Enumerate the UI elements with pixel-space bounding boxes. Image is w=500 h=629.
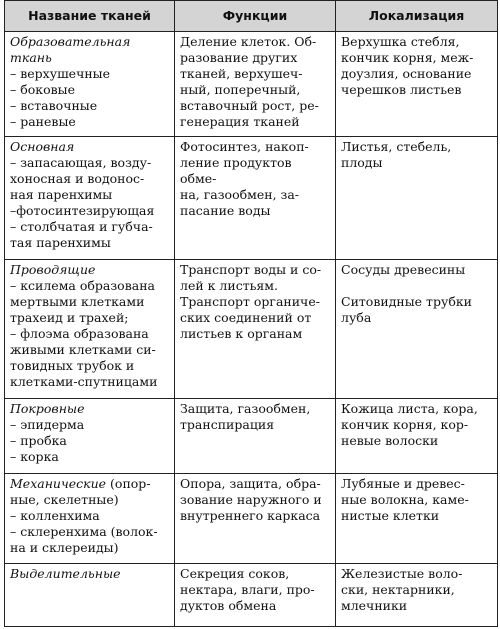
tissue-subtype: товидных трубок и — [10, 357, 135, 373]
tissue-subtype: клетками-спутницами — [10, 373, 158, 389]
functions-line: Транспорт воды и со- — [180, 261, 322, 277]
location-cell — [336, 259, 498, 398]
functions-line: генерация тканей — [180, 114, 300, 129]
functions-line: вставочный рост, ре- — [180, 98, 319, 113]
location-line: Лубяные и древес- — [341, 475, 465, 491]
location-line: черешков листьев — [341, 82, 462, 97]
location-line: луба — [341, 309, 372, 325]
tissue-subtype: трахеид и трахей; — [10, 309, 129, 325]
functions-cell — [175, 564, 336, 627]
tissue-subtype: ные, скелетные) — [10, 491, 119, 507]
functions-line: Секреция соков, — [180, 566, 290, 582]
table-row — [5, 473, 498, 564]
tissue-subtype: тая паренхимы — [10, 234, 111, 250]
header-row — [5, 1, 498, 32]
functions-line: разование других — [180, 50, 298, 65]
location-cell — [336, 473, 498, 564]
location-cell — [336, 32, 498, 137]
functions-line: внутреннего каркаса — [180, 507, 321, 523]
tissue-subtype: – пробка — [10, 433, 67, 449]
tissue-subtype: – раневые — [10, 114, 76, 129]
location-line: Листья, стебель, — [341, 138, 452, 154]
location-cell — [336, 564, 498, 627]
functions-line: зование наружного и — [180, 491, 322, 507]
functions-cell — [175, 259, 336, 398]
tissue-subtype: –фотосинтезирующая — [10, 202, 155, 218]
tissue-title: Механические — [10, 475, 107, 491]
location-line: Верхушка стебля, — [341, 34, 460, 49]
functions-line: дуктов обмена — [180, 598, 277, 614]
functions-line: на, газообмен, за- — [180, 186, 300, 202]
header-location: Локализация — [336, 1, 498, 32]
functions-line: тканей, верхушеч- — [180, 66, 303, 81]
functions-line: ление продуктов обме- — [180, 154, 292, 186]
location-line: доузлия, основание — [341, 66, 472, 81]
tissue-subtype: – флоэма образована — [10, 325, 149, 341]
functions-line: нектара, влаги, про- — [180, 582, 315, 598]
tissue-title-rest: (опор- — [106, 475, 151, 491]
tissue-name-cell — [5, 32, 175, 137]
functions-cell — [175, 136, 336, 259]
tissue-subtype: – корка — [10, 449, 59, 465]
functions-line: Транспорт органиче- — [180, 293, 320, 309]
tissue-name-cell — [5, 564, 175, 627]
tissue-subtype: – колленхима — [10, 507, 100, 523]
tissue-title: ткань — [10, 50, 52, 65]
location-spacer — [341, 278, 493, 294]
location-line: нистые клетки — [341, 507, 440, 523]
functions-line: ный, поперечный, — [180, 82, 301, 97]
location-cell — [336, 136, 498, 259]
functions-line: Деление клеток. Об- — [180, 34, 317, 49]
tissue-subtype: – столбчатая и губча- — [10, 218, 153, 234]
table-row — [5, 399, 498, 474]
location-line: кончик корня, меж- — [341, 50, 474, 65]
tissues-table — [4, 0, 498, 627]
tissue-title: Покровные — [10, 401, 85, 417]
functions-line: лей к листьям. — [180, 277, 279, 293]
tissue-title: Проводящие — [10, 261, 96, 277]
tissue-subtype: хоносная и водонос- — [10, 170, 145, 186]
tissue-name-cell — [5, 136, 175, 259]
tissue-subtype: – боковые — [10, 82, 75, 97]
location-line: плоды — [341, 154, 383, 170]
location-cell — [336, 399, 498, 474]
functions-line: листьев к органам — [180, 325, 303, 341]
functions-line: транспирация — [180, 417, 275, 433]
functions-line: Фотосинтез, накоп- — [180, 138, 309, 154]
tissue-subtype: на и склереиды) — [10, 539, 119, 555]
functions-line: пасание воды — [180, 202, 271, 218]
tissue-subtype: – вставочные — [10, 98, 98, 113]
tissue-subtype: – склеренхима (волок- — [10, 523, 158, 539]
tissue-title: Выделительные — [10, 566, 121, 582]
location-line: Ситовидные трубки — [341, 293, 472, 309]
functions-cell — [175, 32, 336, 137]
tissue-subtype: – запасающая, возду- — [10, 154, 152, 170]
tissue-name-cell — [5, 399, 175, 474]
tissue-name-cell — [5, 259, 175, 398]
tissue-subtype: ная паренхимы — [10, 186, 113, 202]
tissue-subtype: живыми клетками си- — [10, 341, 156, 357]
table-row — [5, 32, 498, 137]
tissue-title: Основная — [10, 138, 75, 154]
location-line: Кожица листа, кора, — [341, 401, 478, 417]
location-line: ные волокна, каме- — [341, 491, 469, 507]
functions-cell — [175, 399, 336, 474]
location-line: кончик корня, кор- — [341, 417, 469, 433]
location-line: Сосуды древесины — [341, 261, 466, 277]
functions-line: ских соединений от — [180, 309, 312, 325]
tissue-subtype: – верхушечные — [10, 66, 111, 81]
tissue-name-cell — [5, 473, 175, 564]
location-line: невые волоски — [341, 433, 439, 449]
table-row — [5, 564, 498, 627]
tissue-subtype: – ксилема образована — [10, 277, 155, 293]
header-name: Название тканей — [5, 1, 175, 32]
tissue-title-line — [10, 476, 170, 492]
functions-cell — [175, 473, 336, 564]
location-line: млечники — [341, 598, 408, 614]
header-functions: Функции — [175, 1, 336, 32]
functions-line: Защита, газообмен, — [180, 401, 311, 417]
location-line: Железистые воло- — [341, 566, 463, 582]
tissue-subtype: – эпидерма — [10, 417, 85, 433]
tissue-title: Образовательная — [10, 34, 131, 49]
location-line: ски, нектарники, — [341, 582, 455, 598]
tissue-subtype: мертвыми клетками — [10, 293, 145, 309]
table-row — [5, 259, 498, 398]
table-row — [5, 136, 498, 259]
functions-line: Опора, защита, обра- — [180, 475, 321, 491]
